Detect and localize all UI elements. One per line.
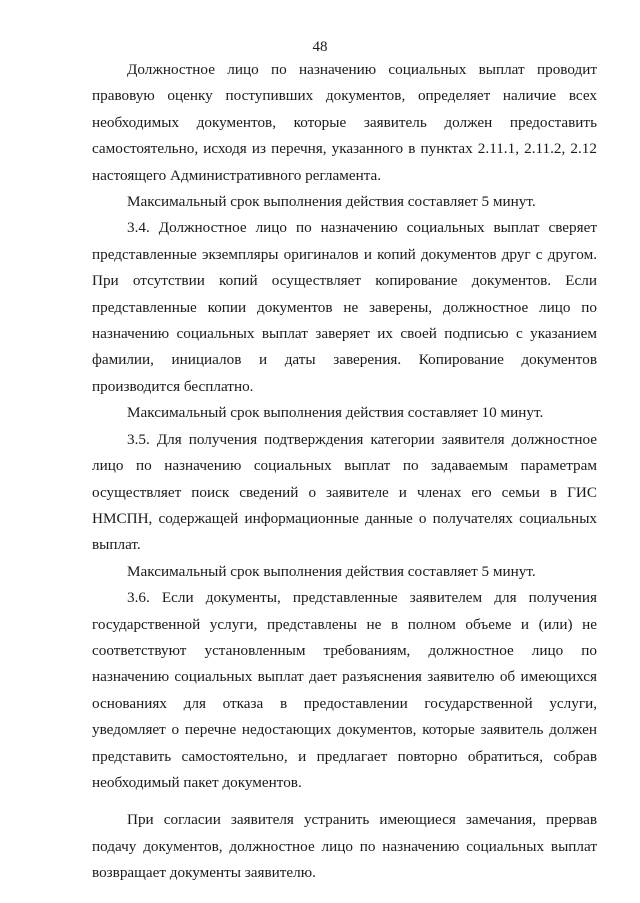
- paragraph-legal-assessment: Должностное лицо по назначению социальных выплат проводит правовую оценку поступивших документов, определяет наличие всех необходимых документов, которые заявитель должен предоставить самостоятельно, исходя из перечня, указанного в пунктах 2.11.1, 2.11.2, 2.12 настоящего Административного регламента.: [92, 61, 597, 184]
- paragraph-3-5: 3.5. Для получения подтверждения категории заявителя должностное лицо по назначению социальных выплат по задаваемым параметрам осуществляет поиск сведений о заявителе и членах его семьи в ГИС НМСПН, содержащей информационные данные о получателях социальных выплат.: [92, 430, 597, 554]
- paragraph-time-limit: Максимальный срок выполнения действия составляет 5 минут.: [127, 562, 536, 580]
- paragraph-time-limit: Максимальный срок выполнения действия составляет 10 минут.: [127, 404, 544, 422]
- page-number: 48: [312, 39, 328, 55]
- paragraph-time-limit: Максимальный срок выполнения действия составляет 5 минут.: [127, 193, 536, 211]
- document-body: [92, 57, 597, 887]
- paragraph-3-4: 3.4. Должностное лицо по назначению социальных выплат сверяет представленные экземпляры оригиналов и копий документов друг с другом. При отсутствии копий осуществляет копирование документов. Если представленные копии документов не заверены, должностное лицо по назначению социальных выплат заверяет их своей подписью с указанием фамилии, инициалов и даты заверения. Копирование документов производится бесплатно.: [92, 219, 597, 395]
- paragraph-return-documents: При согласии заявителя устранить имеющиеся замечания, прервав подачу документов, должностное лицо по назначению социальных выплат возвращает документы заявителю.: [92, 811, 597, 882]
- paragraph-3-6: 3.6. Если документы, представленные заявителем для получения государственной услуги, представлены не в полном объеме и (или) не соответствуют установленным требованиям, должностное лицо по назначению социальных выплат дает разъяснения заявителю об имеющихся основаниях для отказа в предоставлении государственной услуги, уведомляет о перечне недостающих документов, которые заявитель должен представить самостоятельно, и предлагает повторно обратиться, собрав необходимый пакет документов.: [92, 589, 597, 791]
